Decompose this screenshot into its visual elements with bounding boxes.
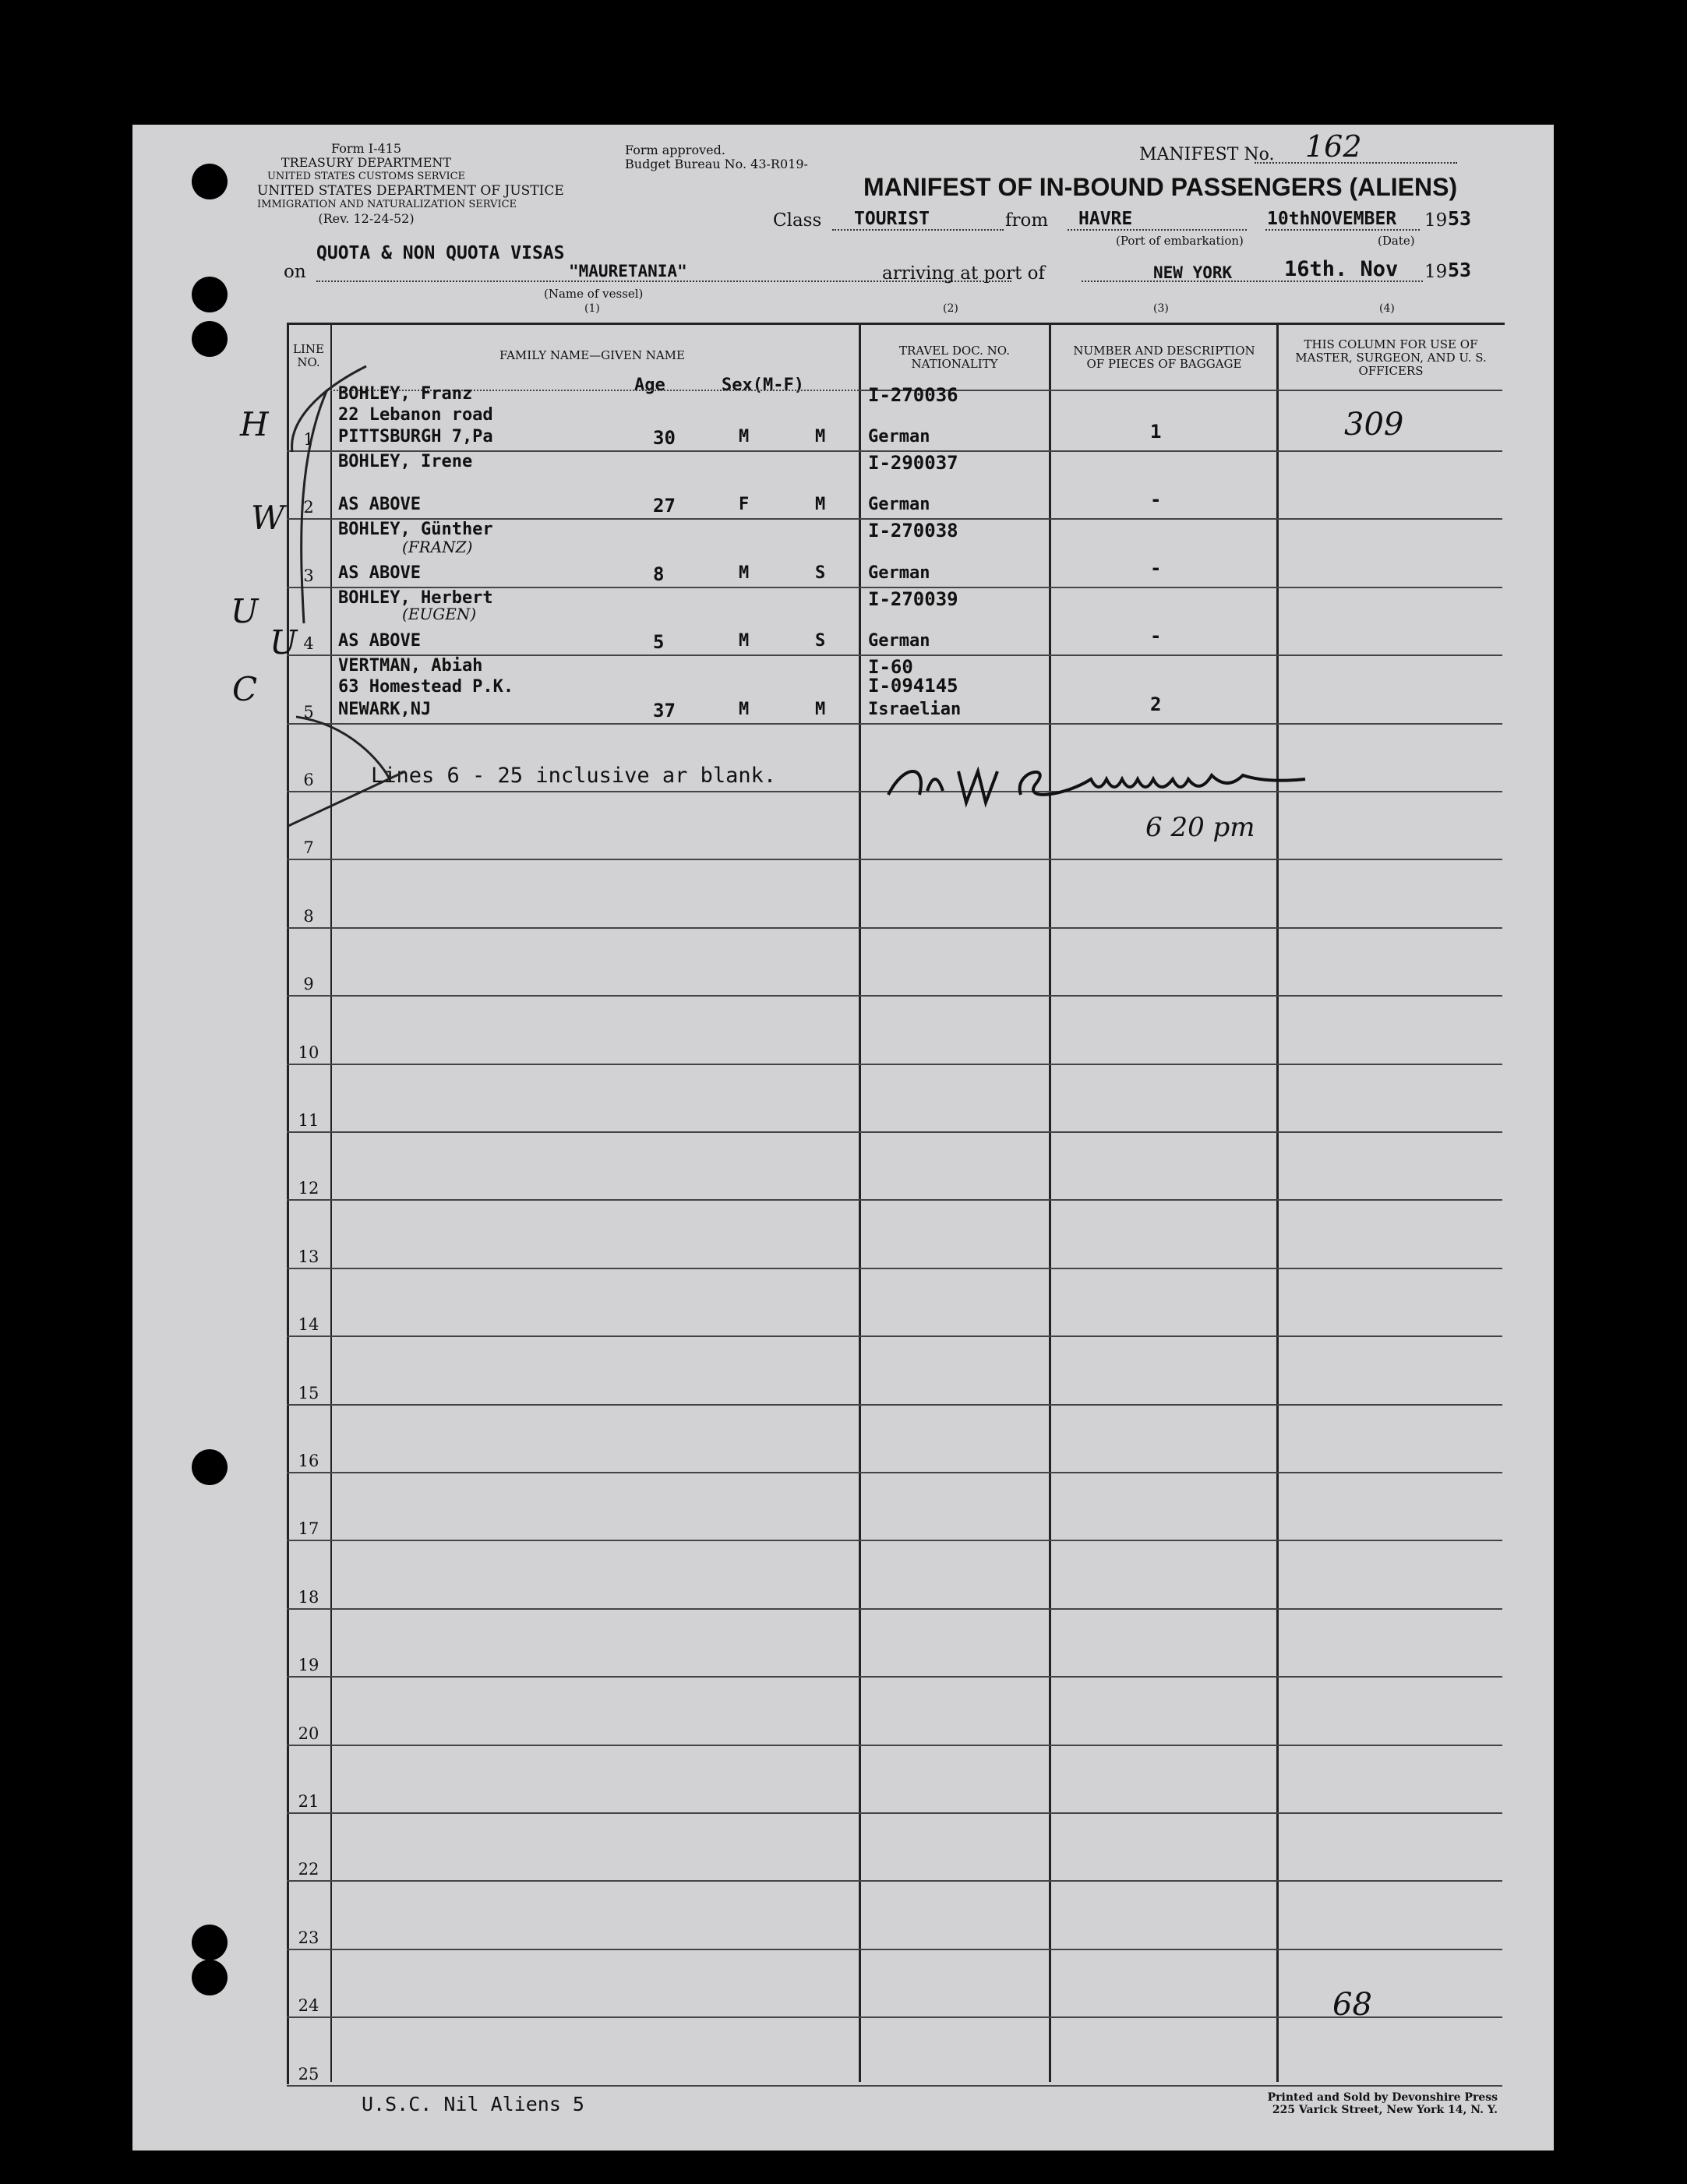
passenger-name: BOHLEY, Irene [338,452,473,471]
col-number-1: (1) [584,302,600,315]
arriving-label: arriving at port of [882,263,1045,284]
visa-type: QUOTA & NON QUOTA VISAS [316,243,565,263]
line-number: 3 [303,566,314,585]
officer-number: 309 [1344,407,1404,443]
header-sex: Sex(M-F) [722,376,804,395]
arrival-year: 53 [1448,259,1472,281]
line-number: 23 [298,1928,319,1947]
line-number: 18 [298,1588,319,1607]
travel-doc-number: I-290037 [868,452,958,474]
row-rule [287,1268,1502,1269]
header-baggage: NUMBER AND DESCRIPTION OF PIECES OF BAGGAGE [1073,344,1255,371]
row-rule [287,1404,1502,1406]
line-number: 10 [298,1043,319,1062]
year-value: 53 [1448,207,1472,230]
handwritten-time-note: 6 20 pm [1145,812,1255,843]
arrival-date: 16th. Nov [1284,257,1399,281]
line-number: 2 [303,498,314,517]
passenger-name: BOHLEY, Franz [338,384,473,404]
passenger-marital-status: M [815,495,826,514]
passenger-age: 30 [653,427,676,449]
date-caption: (Date) [1378,234,1415,248]
manifest-page [132,125,1554,2150]
line-number: 7 [303,838,314,857]
line-number: 13 [298,1247,319,1266]
revision-label: (Rev. 12-24-52) [318,211,415,226]
row-rule [287,1812,1502,1814]
page-mark: 68 [1332,1987,1372,2023]
margin-mark: H [240,405,269,443]
line-number: 16 [298,1452,319,1470]
margin-mark: W [251,499,285,537]
line-number: 9 [303,975,314,993]
arrival-port: NEW YORK [1153,263,1233,282]
form-agency-block [257,141,564,226]
footer-note: U.S.C. Nil Aliens 5 [362,2093,584,2115]
passenger-sex: M [739,631,750,651]
year-prefix: 19 [1424,210,1448,231]
row-rule [287,2016,1502,2018]
travel-doc-number: I-270036 [868,384,958,406]
passenger-sex: M [739,563,750,583]
line-number: 15 [298,1384,319,1402]
punch-hole [192,277,228,312]
travel-doc-number-2: I-094145 [868,675,958,697]
row-rule [287,1949,1502,1950]
passenger-marital-status: S [815,563,826,583]
punch-hole [192,164,228,199]
row-rule [287,1608,1502,1610]
line-number: 11 [298,1111,319,1130]
passenger-address-city: PITTSBURGH 7,Pa [338,427,493,446]
passenger-nationality: German [868,495,930,514]
passenger-nationality: German [868,563,930,583]
passenger-marital-status: M [815,427,826,446]
col-number-4: (4) [1379,302,1395,315]
row-rule [287,1745,1502,1746]
row-rule [287,1676,1502,1678]
passenger-age: 5 [653,631,665,653]
col-number-3: (3) [1153,302,1169,315]
passenger-age: 37 [653,700,676,722]
passenger-nationality: German [868,427,930,446]
printer-line-1: Printed and Sold by Devonshire Press [1267,2091,1498,2104]
line-number: 22 [298,1860,319,1879]
baggage-count: - [1150,489,1162,510]
passenger-marital-status: S [815,631,826,651]
row-rule [287,927,1502,929]
passenger-name: BOHLEY, Günther [338,520,493,539]
date-value: 10thNOVEMBER [1267,209,1397,229]
travel-doc-number: I-60 [868,656,913,678]
header-travel-doc: TRAVEL DOC. NO. NATIONALITY [898,344,1010,371]
margin-mark: U [270,623,298,662]
printer-block [1233,2091,1498,2116]
margin-mark: U [231,592,259,630]
baggage-count: - [1150,557,1162,579]
passenger-name: BOHLEY, Herbert [338,588,493,608]
customs-label: UNITED STATES CUSTOMS SERVICE [266,171,466,182]
printer-line-2: 225 Varick Street, New York 14, N. Y. [1272,2104,1498,2116]
punch-hole [192,321,228,357]
travel-doc-number: I-270038 [868,520,958,542]
passenger-sex: M [739,427,750,446]
punch-hole [192,1925,228,1960]
row-rule [287,1064,1502,1065]
manifest-number: 162 [1305,129,1362,164]
line-number: 21 [298,1792,319,1811]
line-number: 20 [298,1724,319,1743]
row-rule [287,995,1502,997]
row-rule [287,723,1502,725]
approval-label: Form approved. [625,143,725,157]
baggage-count: 2 [1150,693,1162,715]
class-label: Class [773,210,822,231]
header-age: Age [634,376,665,395]
margin-mark: C [232,670,258,708]
row-rule [287,1131,1502,1133]
row-rule [287,2085,1502,2087]
line-number: 5 [303,703,314,722]
punch-hole [192,1449,228,1485]
passenger-marital-status: M [815,700,826,719]
approval-block [625,143,808,171]
col-number-2: (2) [943,302,958,315]
passenger-age: 8 [653,563,665,585]
passenger-age: 27 [653,495,676,517]
margin-strokes [273,358,432,857]
form-number: Form I-415 [330,141,402,156]
eugen-note: (EUGEN) [402,605,477,623]
line-number: 17 [298,1519,319,1538]
row-rule [287,1335,1502,1337]
signature-scribble [873,748,1356,818]
line-number: 8 [303,907,314,926]
row-rule [287,1880,1502,1882]
port-caption: (Port of embarkation) [1116,234,1244,248]
manifest-number-label: MANIFEST No. [1139,145,1275,164]
passenger-address: 22 Lebanon road [338,405,493,425]
passenger-address-city: NEWARK,NJ [338,700,432,719]
passenger-nationality: Israelian [868,700,962,719]
page-title: MANIFEST OF IN-BOUND PASSENGERS (ALIENS) [863,173,1458,201]
from-value: HAVRE [1078,209,1133,229]
row-rule [287,1199,1502,1201]
franz-note: (FRANZ) [402,538,473,556]
header-officers: THIS COLUMN FOR USE OF MASTER, SURGEON, AND U. S. OFFICERS [1295,337,1487,378]
line-number: 14 [298,1315,319,1334]
class-value: TOURIST [854,209,930,229]
baggage-count: 1 [1150,421,1162,443]
vessel-caption: (Name of vessel) [544,287,644,301]
line-number: 19 [298,1656,319,1674]
budget-label: Budget Bureau No. 43-R019- [625,157,808,171]
row-rule [287,1540,1502,1541]
passenger-sex: F [739,495,750,514]
passenger-address-city: AS ABOVE [338,631,421,651]
travel-doc-number: I-270039 [868,588,958,610]
passenger-address: 63 Homestead P.K. [338,677,514,697]
punch-hole [192,1960,228,1995]
passenger-nationality: German [868,631,930,651]
row-rule [287,1472,1502,1473]
passenger-name: VERTMAN, Abiah [338,656,483,676]
header-name: FAMILY NAME—GIVEN NAME [499,348,685,362]
passenger-sex: M [739,700,750,719]
line-number: 6 [303,771,314,789]
line-number: 12 [298,1179,319,1198]
on-label: on [284,262,306,282]
header-line-no: LINE NO. [293,342,324,369]
line-number: 24 [298,1996,319,2015]
blank-lines-note: Lines 6 - 25 inclusive ar blank. [371,764,777,788]
arrival-year-prefix: 19 [1424,262,1448,282]
row-rule [287,859,1502,860]
passenger-address-city: AS ABOVE [338,563,421,583]
line-number: 4 [303,634,314,653]
justice-label: UNITED STATES DEPARTMENT OF JUSTICE [257,183,564,199]
baggage-count: - [1150,625,1162,647]
vessel-name: "MAURETANIA" [569,262,687,280]
passenger-address-city: AS ABOVE [338,495,421,514]
from-label: from [1005,210,1049,231]
ins-label: IMMIGRATION AND NATURALIZATION SERVICE [257,199,517,210]
treasury-label: TREASURY DEPARTMENT [281,155,452,170]
line-number: 25 [298,2065,319,2083]
line-number: 1 [303,430,314,449]
